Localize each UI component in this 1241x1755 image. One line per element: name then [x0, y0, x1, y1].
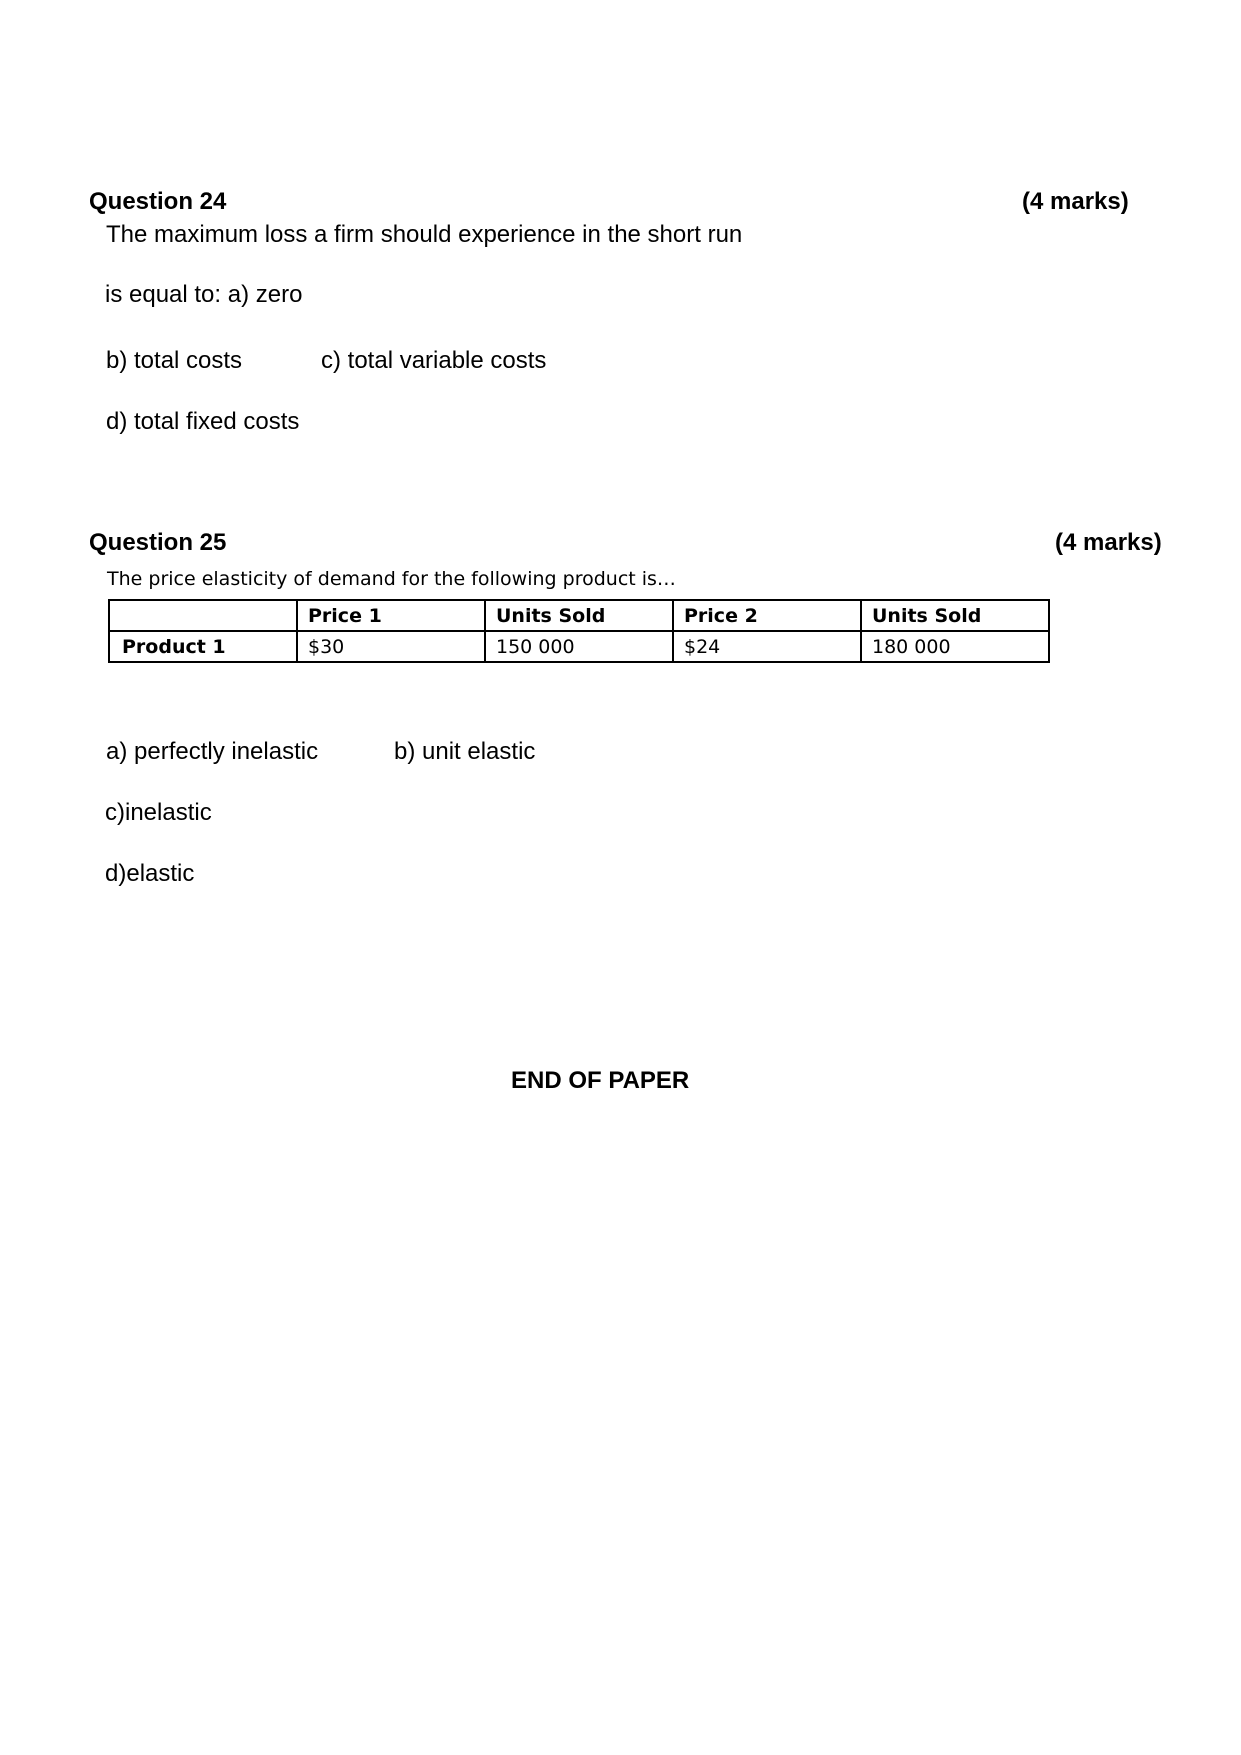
question-24-stem-line-2: is equal to: a) zero — [105, 281, 303, 308]
question-25-title: Question 25 — [89, 529, 227, 556]
table-header-cell: Units Sold — [861, 600, 1049, 631]
question-24-title: Question 24 — [89, 188, 227, 215]
price-elasticity-table — [108, 599, 1050, 663]
table-cell: 180 000 — [861, 631, 1049, 662]
question-24-stem-line-1: The maximum loss a firm should experience in the short run — [106, 221, 743, 248]
table-cell: Product 1 — [109, 631, 297, 662]
table-cell: $30 — [297, 631, 485, 662]
question-25-option-a: a) perfectly inelastic — [106, 738, 319, 765]
table-header-cell — [109, 600, 297, 631]
question-25-stem: The price elasticity of demand for the following product is… — [107, 568, 676, 590]
question-25-marks: (4 marks) — [1055, 529, 1162, 556]
table-cell: 150 000 — [485, 631, 673, 662]
question-25-option-c: c)inelastic — [105, 799, 212, 826]
table-header-cell: Price 1 — [297, 600, 485, 631]
question-24-option-d: d) total fixed costs — [106, 408, 300, 435]
question-25-option-b: b) unit elastic — [394, 738, 536, 765]
question-24-option-b: b) total costs — [106, 347, 243, 374]
table-header-cell: Units Sold — [485, 600, 673, 631]
table-cell: $24 — [673, 631, 861, 662]
table-row — [109, 631, 1049, 662]
table-header-cell: Price 2 — [673, 600, 861, 631]
question-24-option-c: c) total variable costs — [321, 347, 547, 374]
table-header-row — [109, 600, 1049, 631]
question-24-marks: (4 marks) — [1022, 188, 1129, 215]
end-of-paper-label: END OF PAPER — [511, 1067, 690, 1094]
question-25-option-d: d)elastic — [105, 860, 195, 887]
